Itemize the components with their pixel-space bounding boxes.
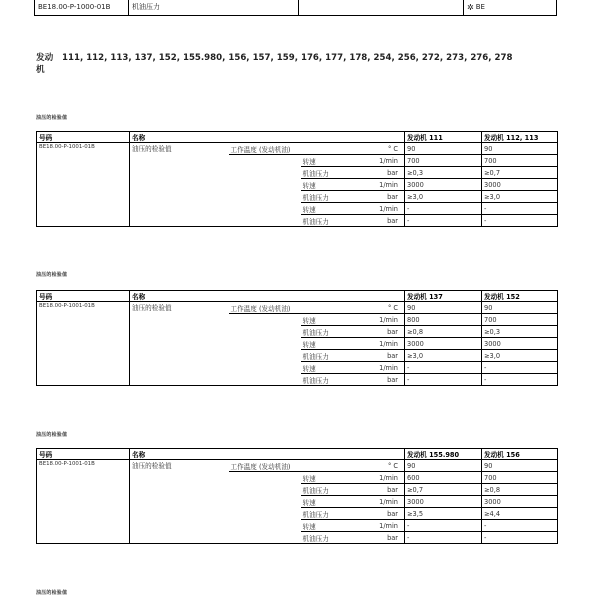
param-cell: 机油压力 [301, 508, 371, 520]
param-cell: 转速 [301, 520, 371, 532]
param-cell: 转速 [301, 496, 371, 508]
param-cell: 转速 [301, 203, 371, 215]
unit-cell: 1/min [371, 179, 405, 191]
section-title: 油压的检验值 [36, 590, 68, 596]
unit-cell: 1/min [371, 362, 405, 374]
value-a-cell: 90 [405, 460, 482, 472]
header-col-a: 发动机 111 [405, 132, 482, 143]
unit-cell: bar [371, 374, 405, 386]
value-a-cell: - [405, 203, 482, 215]
param-cell: 机油压力 [301, 215, 371, 227]
param-cell: 机油压力 [301, 326, 371, 338]
indent-cell [229, 338, 301, 350]
param-cell: 机油压力 [301, 167, 371, 179]
value-b-cell: ≥0,8 [482, 484, 558, 496]
indent-cell [229, 203, 301, 215]
indent-cell [229, 314, 301, 326]
header-col-b: 发动机 112, 113 [482, 132, 558, 143]
param-cell: 机油压力 [301, 350, 371, 362]
indent-cell [229, 191, 301, 203]
row-code: BE18.00-P-1001-01B [37, 302, 130, 386]
engine-list-label: 发动机 [36, 53, 54, 75]
header-col-b: 发动机 152 [482, 291, 558, 302]
unit-cell: bar [371, 532, 405, 544]
value-b-cell: - [482, 362, 558, 374]
param-cell: 机油压力 [301, 191, 371, 203]
unit-cell: bar [371, 191, 405, 203]
param-cell: 转速 [301, 472, 371, 484]
value-b-cell: - [482, 520, 558, 532]
value-b-cell: ≥3,0 [482, 191, 558, 203]
document-header [34, 0, 557, 16]
row-name: 油压的检验值 [130, 302, 229, 386]
indent-cell [229, 508, 301, 520]
param-cell: 机油压力 [301, 532, 371, 544]
spec-table [36, 290, 558, 386]
unit-cell: 1/min [371, 203, 405, 215]
param-cell: 工作温度 (发动机油) [229, 302, 371, 314]
unit-cell: ° C [371, 143, 405, 155]
value-b-cell: ≥0,7 [482, 167, 558, 179]
header-code: 号码 [37, 291, 130, 302]
table-header-row [37, 132, 558, 143]
indent-cell [229, 362, 301, 374]
header-brand [464, 0, 556, 15]
indent-cell [229, 484, 301, 496]
star-icon: ✲ [467, 2, 474, 12]
value-a-cell: - [405, 520, 482, 532]
unit-cell: ° C [371, 302, 405, 314]
value-b-cell: ≥0,3 [482, 326, 558, 338]
unit-cell: 1/min [371, 520, 405, 532]
param-cell: 转速 [301, 338, 371, 350]
value-a-cell: 3000 [405, 338, 482, 350]
indent-cell [229, 167, 301, 179]
table-header-row [37, 291, 558, 302]
value-a-cell: ≥3,0 [405, 350, 482, 362]
param-cell: 机油压力 [301, 374, 371, 386]
value-b-cell: 700 [482, 314, 558, 326]
value-b-cell: 700 [482, 472, 558, 484]
value-a-cell: - [405, 215, 482, 227]
section-title: 油压的检验值 [36, 432, 68, 438]
value-a-cell: 90 [405, 302, 482, 314]
value-b-cell: ≥3,0 [482, 350, 558, 362]
param-cell: 机油压力 [301, 484, 371, 496]
value-a-cell: ≥0,3 [405, 167, 482, 179]
brand-label: BE [475, 3, 485, 11]
value-a-cell: ≥0,7 [405, 484, 482, 496]
row-code: BE18.00-P-1001-01B [37, 143, 130, 227]
value-b-cell: ≥4,4 [482, 508, 558, 520]
value-a-cell: 90 [405, 143, 482, 155]
header-name: 名称 [130, 132, 405, 143]
param-cell: 工作温度 (发动机油) [229, 143, 371, 155]
engine-list-numbers: 111, 112, 113, 137, 152, 155.980, 156, 157, 159, 176, 177, 178, 254, 256, 272, 273, 276, 278 [62, 53, 513, 63]
unit-cell: 1/min [371, 472, 405, 484]
unit-cell: 1/min [371, 314, 405, 326]
value-b-cell: 3000 [482, 496, 558, 508]
value-b-cell: - [482, 203, 558, 215]
indent-cell [229, 532, 301, 544]
param-cell: 转速 [301, 362, 371, 374]
header-code: 号码 [37, 449, 130, 460]
row-name: 油压的检验值 [130, 143, 229, 227]
param-cell: 转速 [301, 179, 371, 191]
value-b-cell: 90 [482, 143, 558, 155]
table-row [37, 460, 558, 472]
value-b-cell: - [482, 215, 558, 227]
indent-cell [229, 520, 301, 532]
indent-cell [229, 326, 301, 338]
value-a-cell: - [405, 374, 482, 386]
spec-table [36, 448, 558, 544]
param-cell: 转速 [301, 155, 371, 167]
header-empty-cell [299, 0, 464, 15]
value-a-cell: ≥0,8 [405, 326, 482, 338]
value-b-cell: 90 [482, 460, 558, 472]
param-cell: 工作温度 (发动机油) [229, 460, 371, 472]
unit-cell: bar [371, 326, 405, 338]
spec-table [36, 131, 558, 227]
indent-cell [229, 350, 301, 362]
unit-cell: 1/min [371, 496, 405, 508]
value-b-cell: 3000 [482, 179, 558, 191]
header-code: 号码 [37, 132, 130, 143]
header-col-a: 发动机 155.980 [405, 449, 482, 460]
indent-cell [229, 155, 301, 167]
value-a-cell: ≥3,0 [405, 191, 482, 203]
row-name: 油压的检验值 [130, 460, 229, 544]
indent-cell [229, 215, 301, 227]
unit-cell: bar [371, 508, 405, 520]
value-a-cell: 3000 [405, 496, 482, 508]
doc-code: BE18.00-P-1000-01B [35, 0, 129, 15]
section-title: 油压的检验值 [36, 115, 68, 121]
value-a-cell: - [405, 362, 482, 374]
indent-cell [229, 374, 301, 386]
header-col-a: 发动机 137 [405, 291, 482, 302]
value-b-cell: 700 [482, 155, 558, 167]
value-a-cell: ≥3,5 [405, 508, 482, 520]
doc-title: 机油压力 [129, 0, 299, 15]
table-row [37, 302, 558, 314]
value-a-cell: 3000 [405, 179, 482, 191]
row-code: BE18.00-P-1001-01B [37, 460, 130, 544]
value-a-cell: - [405, 532, 482, 544]
value-a-cell: 600 [405, 472, 482, 484]
unit-cell: bar [371, 167, 405, 179]
value-a-cell: 800 [405, 314, 482, 326]
header-name: 名称 [130, 291, 405, 302]
value-a-cell: 700 [405, 155, 482, 167]
unit-cell: bar [371, 484, 405, 496]
param-cell: 转速 [301, 314, 371, 326]
unit-cell: 1/min [371, 155, 405, 167]
table-header-row [37, 449, 558, 460]
value-b-cell: 3000 [482, 338, 558, 350]
value-b-cell: - [482, 532, 558, 544]
header-name: 名称 [130, 449, 405, 460]
value-b-cell: 90 [482, 302, 558, 314]
unit-cell: bar [371, 215, 405, 227]
indent-cell [229, 179, 301, 191]
indent-cell [229, 496, 301, 508]
unit-cell: bar [371, 350, 405, 362]
header-col-b: 发动机 156 [482, 449, 558, 460]
section-title: 油压的检验值 [36, 272, 68, 278]
unit-cell: ° C [371, 460, 405, 472]
indent-cell [229, 472, 301, 484]
unit-cell: 1/min [371, 338, 405, 350]
table-row [37, 143, 558, 155]
value-b-cell: - [482, 374, 558, 386]
